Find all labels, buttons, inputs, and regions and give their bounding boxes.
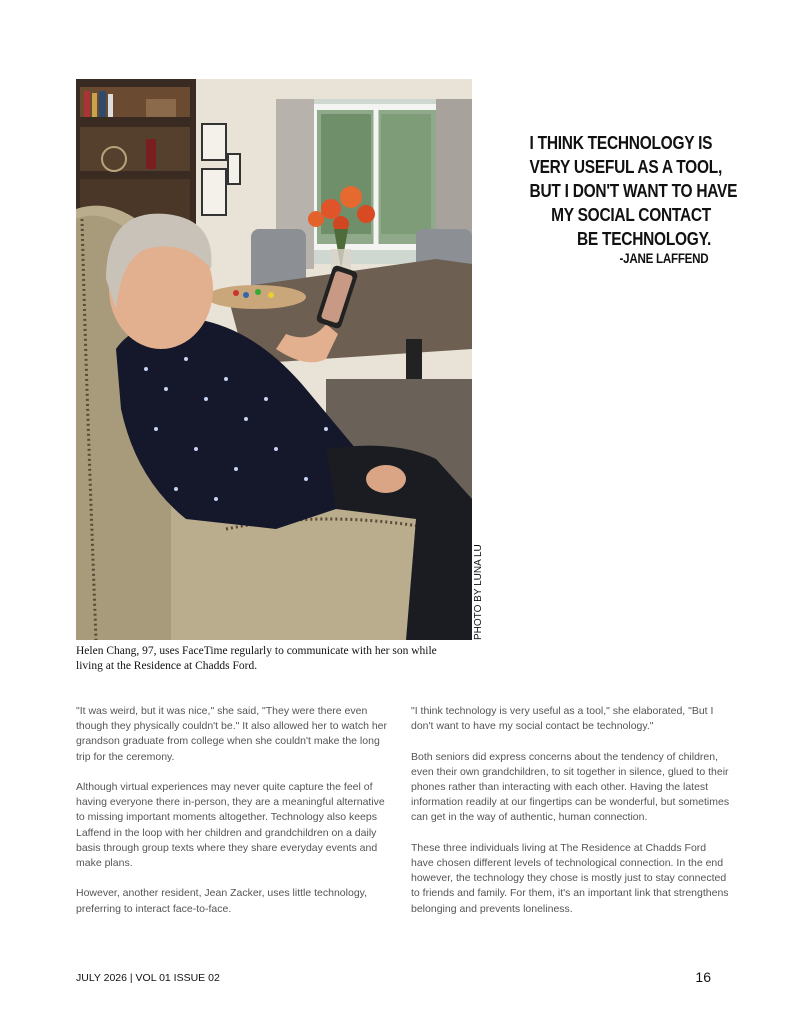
paragraph: "I think technology is very useful as a tool," she elaborated, "But I don't want to have my social contact be technology."	[411, 705, 714, 733]
paragraph: "It was weird, but it was nice," she said, "They were there even though they physically couldn't be." It also allowed her to watch her grandson graduate from college when she couldn't make the long trip for the ceremony.	[76, 705, 387, 763]
issue-info: JULY 2026 | VOL 01 ISSUE 02	[76, 972, 220, 984]
pull-quote-line: I THINK TECHNOLOGY IS	[529, 133, 713, 153]
paragraph: Although virtual experiences may never quite capture the feel of having everyone there in-person, they are a meaningful alternative to missing important moments altogether. Technology also keeps Laffend in the loop with her children and grandchildren on a daily basis through group texts where they share everyday events and make plans.	[76, 781, 385, 870]
photo-caption: Helen Chang, 97, uses FaceTime regularly to communicate with her son while living at the Residence at Chadds Ford.	[76, 645, 437, 672]
photo-credit: PHOTO BY LUNA LU	[473, 544, 484, 640]
pull-quote-line: BUT I DON'T WANT TO HAVE	[529, 181, 738, 201]
body-column-right	[411, 704, 731, 932]
paragraph: Both seniors did express concerns about the tendency of children, even their own grandchildren, to sit together in silence, glued to their phones rather than interacting with each other. Having the latest information readily at our fingertips can be wonderful, but sometimes can get in the way of authentic, human connection.	[411, 750, 730, 824]
paragraph: However, another resident, Jean Zacker, uses little technology, preferring to interact face-to-face.	[76, 887, 368, 915]
pull-quote-line: BE TECHNOLOGY.	[576, 229, 711, 249]
page-number: 16	[695, 969, 711, 985]
pull-quote-line: VERY USEFUL AS A TOOL,	[529, 157, 722, 177]
pull-quote	[500, 131, 738, 269]
article-photo	[76, 79, 472, 640]
pull-quote-line: MY SOCIAL CONTACT	[551, 205, 711, 225]
paragraph: These three individuals living at The Residence at Chadds Ford have chosen different levels of technological connection. In the end however, the technology they chose is mostly just to stay connected to friends and family. For them, it's an important link that strengthens belonging and prevents loneliness.	[411, 841, 729, 915]
pull-quote-author: -JANE LAFFEND	[619, 251, 709, 266]
body-column-left	[76, 704, 396, 932]
